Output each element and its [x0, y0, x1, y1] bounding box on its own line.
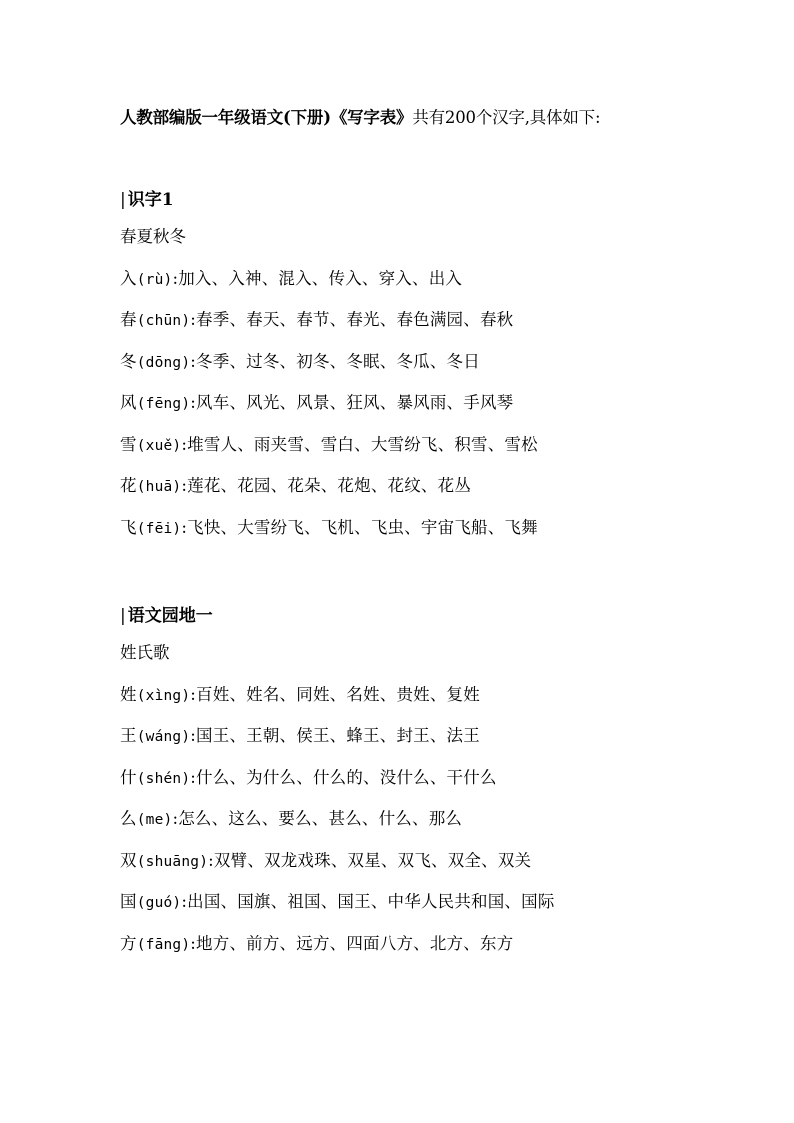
section-yuwen-yuandi-1: [120, 604, 760, 956]
lesson-title: 春夏秋冬: [120, 227, 186, 246]
word-entry: [120, 308, 760, 332]
entry-words: :莲花、花园、花朵、花炮、花纹、花丛: [181, 476, 472, 495]
entry-words: :出国、国旗、祖国、国王、中华人民共和国、国际: [181, 892, 555, 911]
word-entry: [120, 724, 760, 748]
word-entry: [120, 391, 760, 415]
entry-char: 方: [120, 933, 137, 953]
entry-pinyin: (me): [136, 812, 173, 828]
entry-words: :加入、入神、混入、传入、穿入、出入: [172, 268, 463, 288]
intro-line: [120, 107, 780, 129]
heading-bar: |: [120, 190, 126, 210]
word-entry: [120, 849, 760, 873]
lesson-title: 姓氏歌: [120, 643, 170, 662]
entry-words: :风车、风光、风景、狂风、暴风雨、手风琴: [190, 393, 514, 412]
word-entry: [120, 350, 760, 374]
entry-words: :堆雪人、雨夹雪、雪白、大雪纷飞、积雪、雪松: [181, 434, 538, 454]
entry-char: 雪: [120, 434, 137, 454]
entry-words: :怎么、这么、要么、甚么、什么、那么: [172, 809, 463, 828]
heading-text: 识字1: [127, 190, 174, 210]
intro-title: 人教部编版一年级语文(下册)《写字表》: [120, 108, 413, 127]
entry-char: 么: [120, 809, 137, 828]
intro-text: 共有200个汉字,具体如下:: [412, 108, 601, 127]
entry-words: :冬季、过冬、初冬、冬眠、冬瓜、冬日: [190, 351, 480, 371]
entry-words: :飞快、大雪纷飞、飞机、飞虫、宇宙飞船、飞舞: [181, 517, 538, 537]
entry-char: 花: [120, 476, 137, 495]
entry-pinyin: (guó): [136, 895, 182, 911]
heading-bar: |: [120, 606, 126, 626]
entry-pinyin: (shuāng): [136, 853, 209, 870]
entry-pinyin: (fāng): [136, 936, 191, 953]
section-heading: [120, 604, 760, 628]
word-entry: [120, 267, 760, 291]
entry-pinyin: (wáng): [136, 729, 191, 745]
section-shizi-1: [120, 188, 760, 540]
entry-char: 什: [120, 767, 137, 787]
word-entry: [120, 516, 760, 540]
entry-char: 王: [120, 726, 137, 745]
entry-words: :百姓、姓名、同姓、名姓、贵姓、复姓: [190, 684, 480, 704]
section-heading: [120, 188, 760, 212]
entry-char: 入: [120, 268, 137, 288]
entry-char: 双: [120, 850, 137, 870]
entry-pinyin: (fēng): [136, 396, 191, 412]
entry-words: :双臂、双龙戏珠、双星、双飞、双全、双关: [208, 850, 532, 870]
heading-text: 语文园地一: [127, 606, 213, 626]
entry-pinyin: (dōng): [136, 354, 191, 371]
entry-words: :国王、王朝、侯王、蜂王、封王、法王: [190, 726, 480, 745]
entry-pinyin: (xuě): [136, 437, 182, 454]
entry-char: 飞: [120, 517, 137, 537]
entry-char: 姓: [120, 684, 137, 704]
word-entry: [120, 807, 760, 831]
entry-pinyin: (huā): [136, 479, 182, 495]
entry-char: 春: [120, 310, 137, 329]
word-entry: [120, 766, 760, 790]
word-entry: [120, 683, 760, 707]
entry-pinyin: (shén): [136, 770, 191, 787]
entry-words: :春季、春天、春节、春光、春色满园、春秋: [190, 310, 514, 329]
entry-pinyin: (fēi): [136, 520, 182, 537]
word-entry: [120, 932, 760, 956]
word-entry: [120, 890, 760, 914]
entry-words: :地方、前方、远方、四面八方、北方、东方: [190, 933, 514, 953]
entry-pinyin: (rù): [136, 271, 173, 288]
entry-char: 风: [120, 393, 137, 412]
word-entry: [120, 474, 760, 498]
entry-words: :什么、为什么、什么的、没什么、干什么: [190, 767, 497, 787]
entry-char: 冬: [120, 351, 137, 371]
entry-pinyin: (xìng): [136, 687, 191, 704]
word-entry: [120, 433, 760, 457]
entry-char: 国: [120, 892, 137, 911]
entry-pinyin: (chūn): [136, 313, 191, 329]
